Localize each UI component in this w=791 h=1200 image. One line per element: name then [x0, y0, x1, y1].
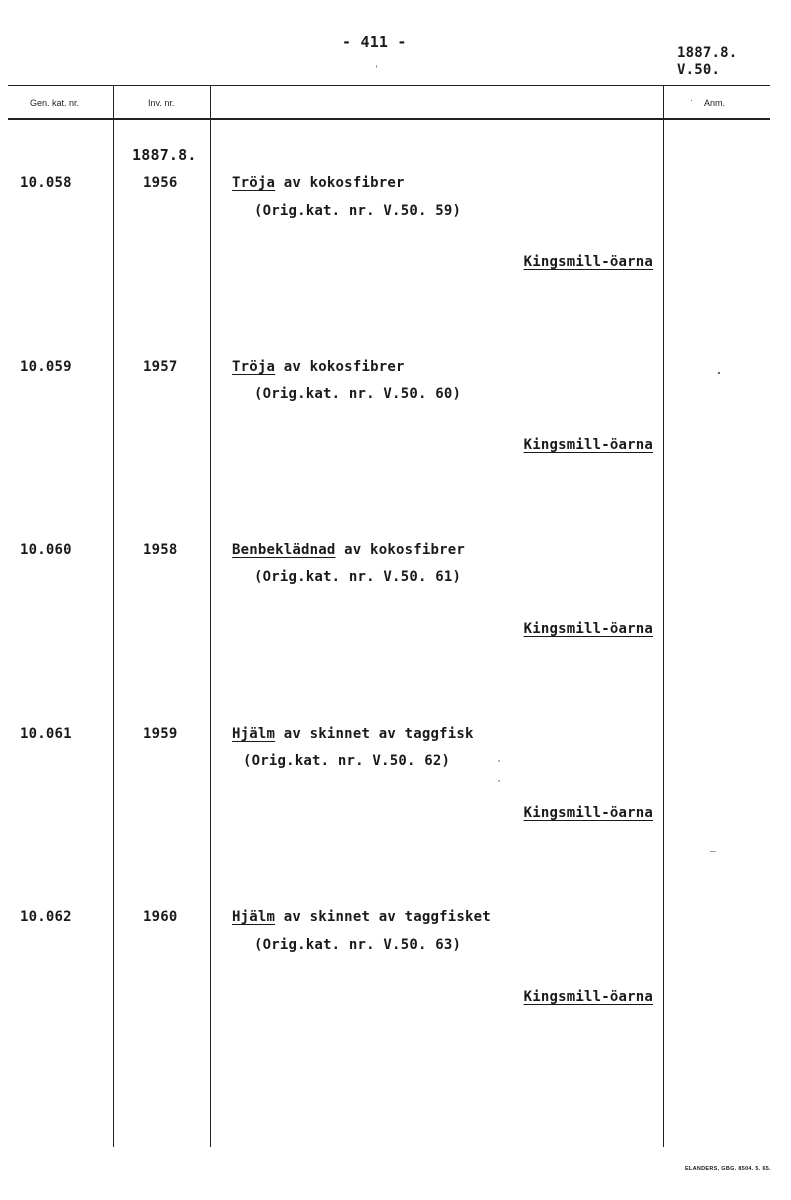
inv-number: 1956	[143, 175, 178, 191]
gen-kat-number: 10.059	[20, 359, 72, 375]
original-catalog-ref: (Orig.kat. nr. V.50. 61)	[254, 569, 462, 585]
item-material: av skinnet av taggfisket	[275, 909, 491, 925]
running-reference: 1887.8.	[132, 146, 197, 164]
header-bottom-rule	[8, 118, 770, 120]
item-term: Benbeklädnad	[232, 542, 336, 558]
gen-kat-number: 10.060	[20, 542, 72, 558]
item-description	[232, 542, 465, 558]
inv-number: 1959	[143, 726, 178, 742]
gen-kat-number: 10.058	[20, 175, 72, 191]
column-divider-2	[210, 85, 211, 1147]
page-number: - 411 -	[342, 33, 407, 51]
column-header-mark: ·	[690, 95, 693, 105]
item-term: Hjälm	[232, 909, 276, 925]
original-catalog-ref: (Orig.kat. nr. V.50. 63)	[254, 937, 462, 953]
original-catalog-ref: (Orig.kat. nr. V.50. 59)	[254, 203, 462, 219]
item-description	[232, 909, 491, 925]
item-material: av kokosfibrer	[335, 542, 465, 558]
provenance-place: Kingsmill-öarna	[523, 989, 653, 1005]
item-material: av kokosfibrer	[275, 175, 405, 191]
item-term: Tröja	[232, 359, 276, 375]
item-term: Hjälm	[232, 726, 276, 742]
header-top-rule	[8, 85, 770, 86]
provenance-place: Kingsmill-öarna	[523, 437, 653, 453]
scan-speck	[498, 760, 500, 762]
inv-number: 1960	[143, 909, 178, 925]
item-description	[232, 726, 474, 742]
printer-imprint: ELANDERS, GBG. 8504. 5. 65.	[684, 1166, 771, 1172]
item-material: av kokosfibrer	[275, 359, 405, 375]
gen-kat-number: 10.062	[20, 909, 72, 925]
column-header-gen-kat-nr: Gen. kat. nr.	[30, 98, 80, 108]
column-header-anm: Anm.	[704, 98, 726, 108]
item-material: av skinnet av taggfisk	[275, 726, 474, 742]
scan-speck	[498, 780, 500, 782]
column-header-inv-nr: Inv. nr.	[148, 98, 175, 108]
item-term: Tröja	[232, 175, 276, 191]
original-catalog-ref: (Orig.kat. nr. V.50. 60)	[254, 386, 462, 402]
original-catalog-ref: (Orig.kat. nr. V.50. 62)	[243, 753, 451, 769]
scan-speck	[710, 851, 716, 852]
column-divider-3	[663, 85, 664, 1147]
scan-speck	[718, 372, 720, 374]
provenance-place: Kingsmill-öarna	[523, 254, 653, 270]
scan-speck	[376, 65, 377, 68]
gen-kat-number: 10.061	[20, 726, 72, 742]
item-description	[232, 175, 405, 191]
inv-number: 1958	[143, 542, 178, 558]
column-divider-1	[113, 85, 114, 1147]
header-reference-collection: V.50.	[677, 62, 721, 78]
header-reference-year: 1887.8.	[677, 45, 738, 61]
provenance-place: Kingsmill-öarna	[523, 805, 653, 821]
inv-number: 1957	[143, 359, 178, 375]
provenance-place: Kingsmill-öarna	[523, 621, 653, 637]
item-description	[232, 359, 405, 375]
